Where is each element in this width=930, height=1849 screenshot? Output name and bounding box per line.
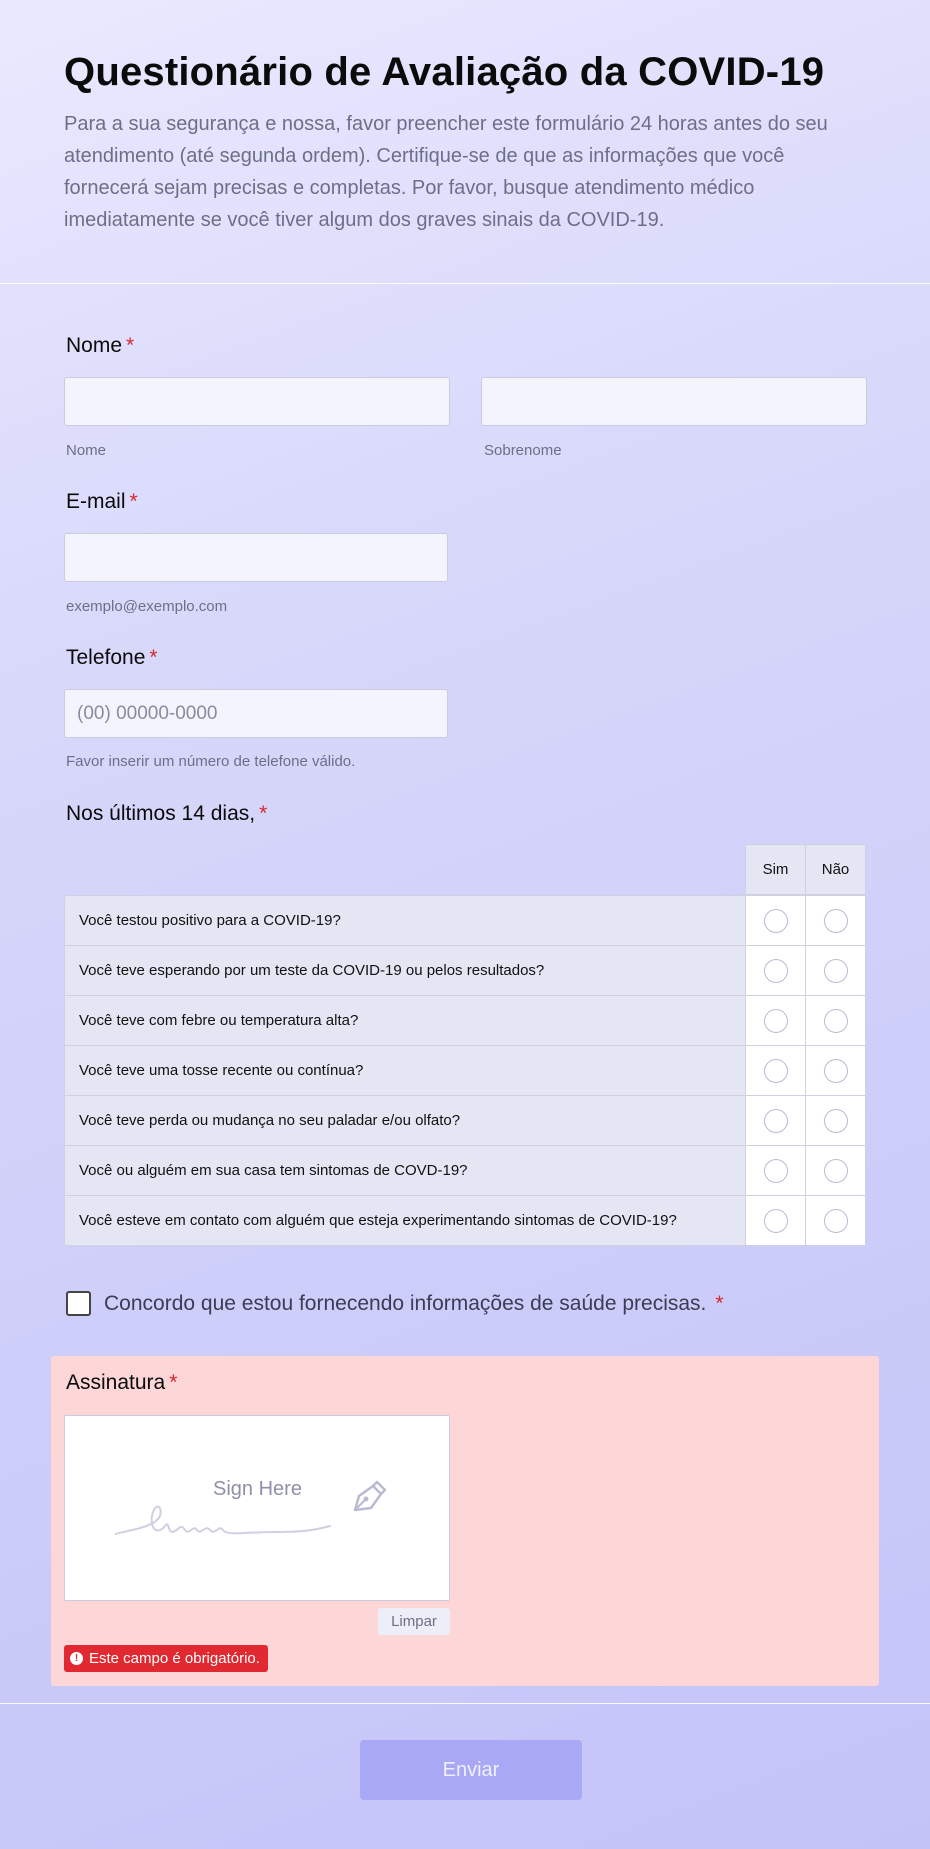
- matrix-question: Você teve esperando por um teste da COVID-19 ou pelos resultados?: [65, 946, 746, 995]
- required-asterisk: *: [129, 490, 138, 513]
- matrix-row: [65, 946, 865, 996]
- first-name-sublabel: Nome: [66, 442, 107, 459]
- signature-pad[interactable]: [64, 1415, 450, 1601]
- radio-no[interactable]: [824, 1159, 848, 1183]
- email-label: E-mail *: [66, 490, 138, 513]
- required-asterisk: *: [259, 802, 268, 825]
- signature-label: Assinatura *: [66, 1371, 178, 1394]
- agreement-label: Concordo que estou fornecendo informações de saúde precisas. *: [104, 1291, 724, 1315]
- matrix-row: [65, 1146, 865, 1196]
- email-sublabel: exemplo@exemplo.com: [66, 598, 228, 615]
- required-asterisk: *: [715, 1291, 724, 1315]
- matrix-body: [64, 895, 866, 1247]
- matrix-label: Nos últimos 14 dias, *: [66, 802, 268, 825]
- footer-divider: [0, 1703, 930, 1704]
- phone-input[interactable]: [64, 689, 448, 738]
- clear-signature-button[interactable]: Limpar: [378, 1608, 450, 1635]
- radio-yes[interactable]: [764, 1009, 788, 1033]
- matrix-question: Você testou positivo para a COVID-19?: [65, 896, 746, 945]
- error-message: ! Este campo é obrigatório.: [64, 1645, 268, 1672]
- matrix-row: [65, 1196, 865, 1246]
- form-header: [0, 0, 930, 283]
- required-asterisk: *: [126, 334, 135, 357]
- phone-sublabel: Favor inserir um número de telefone válido.: [66, 753, 356, 770]
- radio-yes[interactable]: [764, 959, 788, 983]
- radio-yes[interactable]: [764, 1109, 788, 1133]
- radio-yes[interactable]: [764, 909, 788, 933]
- matrix-question: Você teve com febre ou temperatura alta?: [65, 996, 746, 1045]
- radio-no[interactable]: [824, 1059, 848, 1083]
- matrix-row: [65, 1096, 865, 1146]
- form-description: Para a sua segurança e nossa, favor preencher este formulário 24 horas antes do seu atendimento (até segunda ordem). Certifique-se de que as informações que você fornecerá sejam precisas e completas. Por favor, busque atendimento médico imediatamente se você tiver algum dos graves sinais da COVID-19.: [64, 113, 828, 231]
- radio-no[interactable]: [824, 1209, 848, 1233]
- radio-no[interactable]: [824, 1109, 848, 1133]
- radio-no[interactable]: [824, 909, 848, 933]
- radio-yes[interactable]: [764, 1209, 788, 1233]
- radio-no[interactable]: [824, 959, 848, 983]
- matrix-column-header: Não: [805, 844, 866, 895]
- symptom-matrix: [64, 844, 866, 1247]
- phone-label: Telefone *: [66, 646, 158, 669]
- matrix-header: [64, 844, 866, 895]
- pen-icon: [351, 1480, 387, 1514]
- name-label: Nome *: [66, 334, 135, 357]
- last-name-sublabel: Sobrenome: [484, 442, 562, 459]
- submit-button[interactable]: Enviar: [360, 1740, 582, 1800]
- agreement-row: [66, 1291, 724, 1316]
- error-icon: !: [70, 1652, 83, 1665]
- matrix-row: [65, 996, 865, 1046]
- matrix-question: Você teve uma tosse recente ou contínua?: [65, 1046, 746, 1095]
- radio-yes[interactable]: [764, 1059, 788, 1083]
- first-name-input[interactable]: [64, 377, 450, 426]
- email-input[interactable]: [64, 533, 448, 582]
- signature-placeholder: Sign Here: [213, 1478, 302, 1500]
- header-divider: [0, 283, 930, 284]
- matrix-column-header: Sim: [745, 844, 806, 895]
- required-asterisk: *: [149, 646, 158, 669]
- matrix-row: [65, 1046, 865, 1096]
- form-title: Questionário de Avaliação da COVID-19: [64, 50, 825, 94]
- matrix-question: Você esteve em contato com alguém que esteja experimentando sintomas de COVID-19?: [65, 1196, 746, 1245]
- matrix-question: Você teve perda ou mudança no seu paladar e/ou olfato?: [65, 1096, 746, 1145]
- last-name-input[interactable]: [481, 377, 867, 426]
- matrix-row: [65, 896, 865, 946]
- required-asterisk: *: [169, 1371, 178, 1394]
- radio-no[interactable]: [824, 1009, 848, 1033]
- matrix-question: Você ou alguém em sua casa tem sintomas de COVD-19?: [65, 1146, 746, 1195]
- radio-yes[interactable]: [764, 1159, 788, 1183]
- agreement-checkbox[interactable]: [66, 1291, 91, 1316]
